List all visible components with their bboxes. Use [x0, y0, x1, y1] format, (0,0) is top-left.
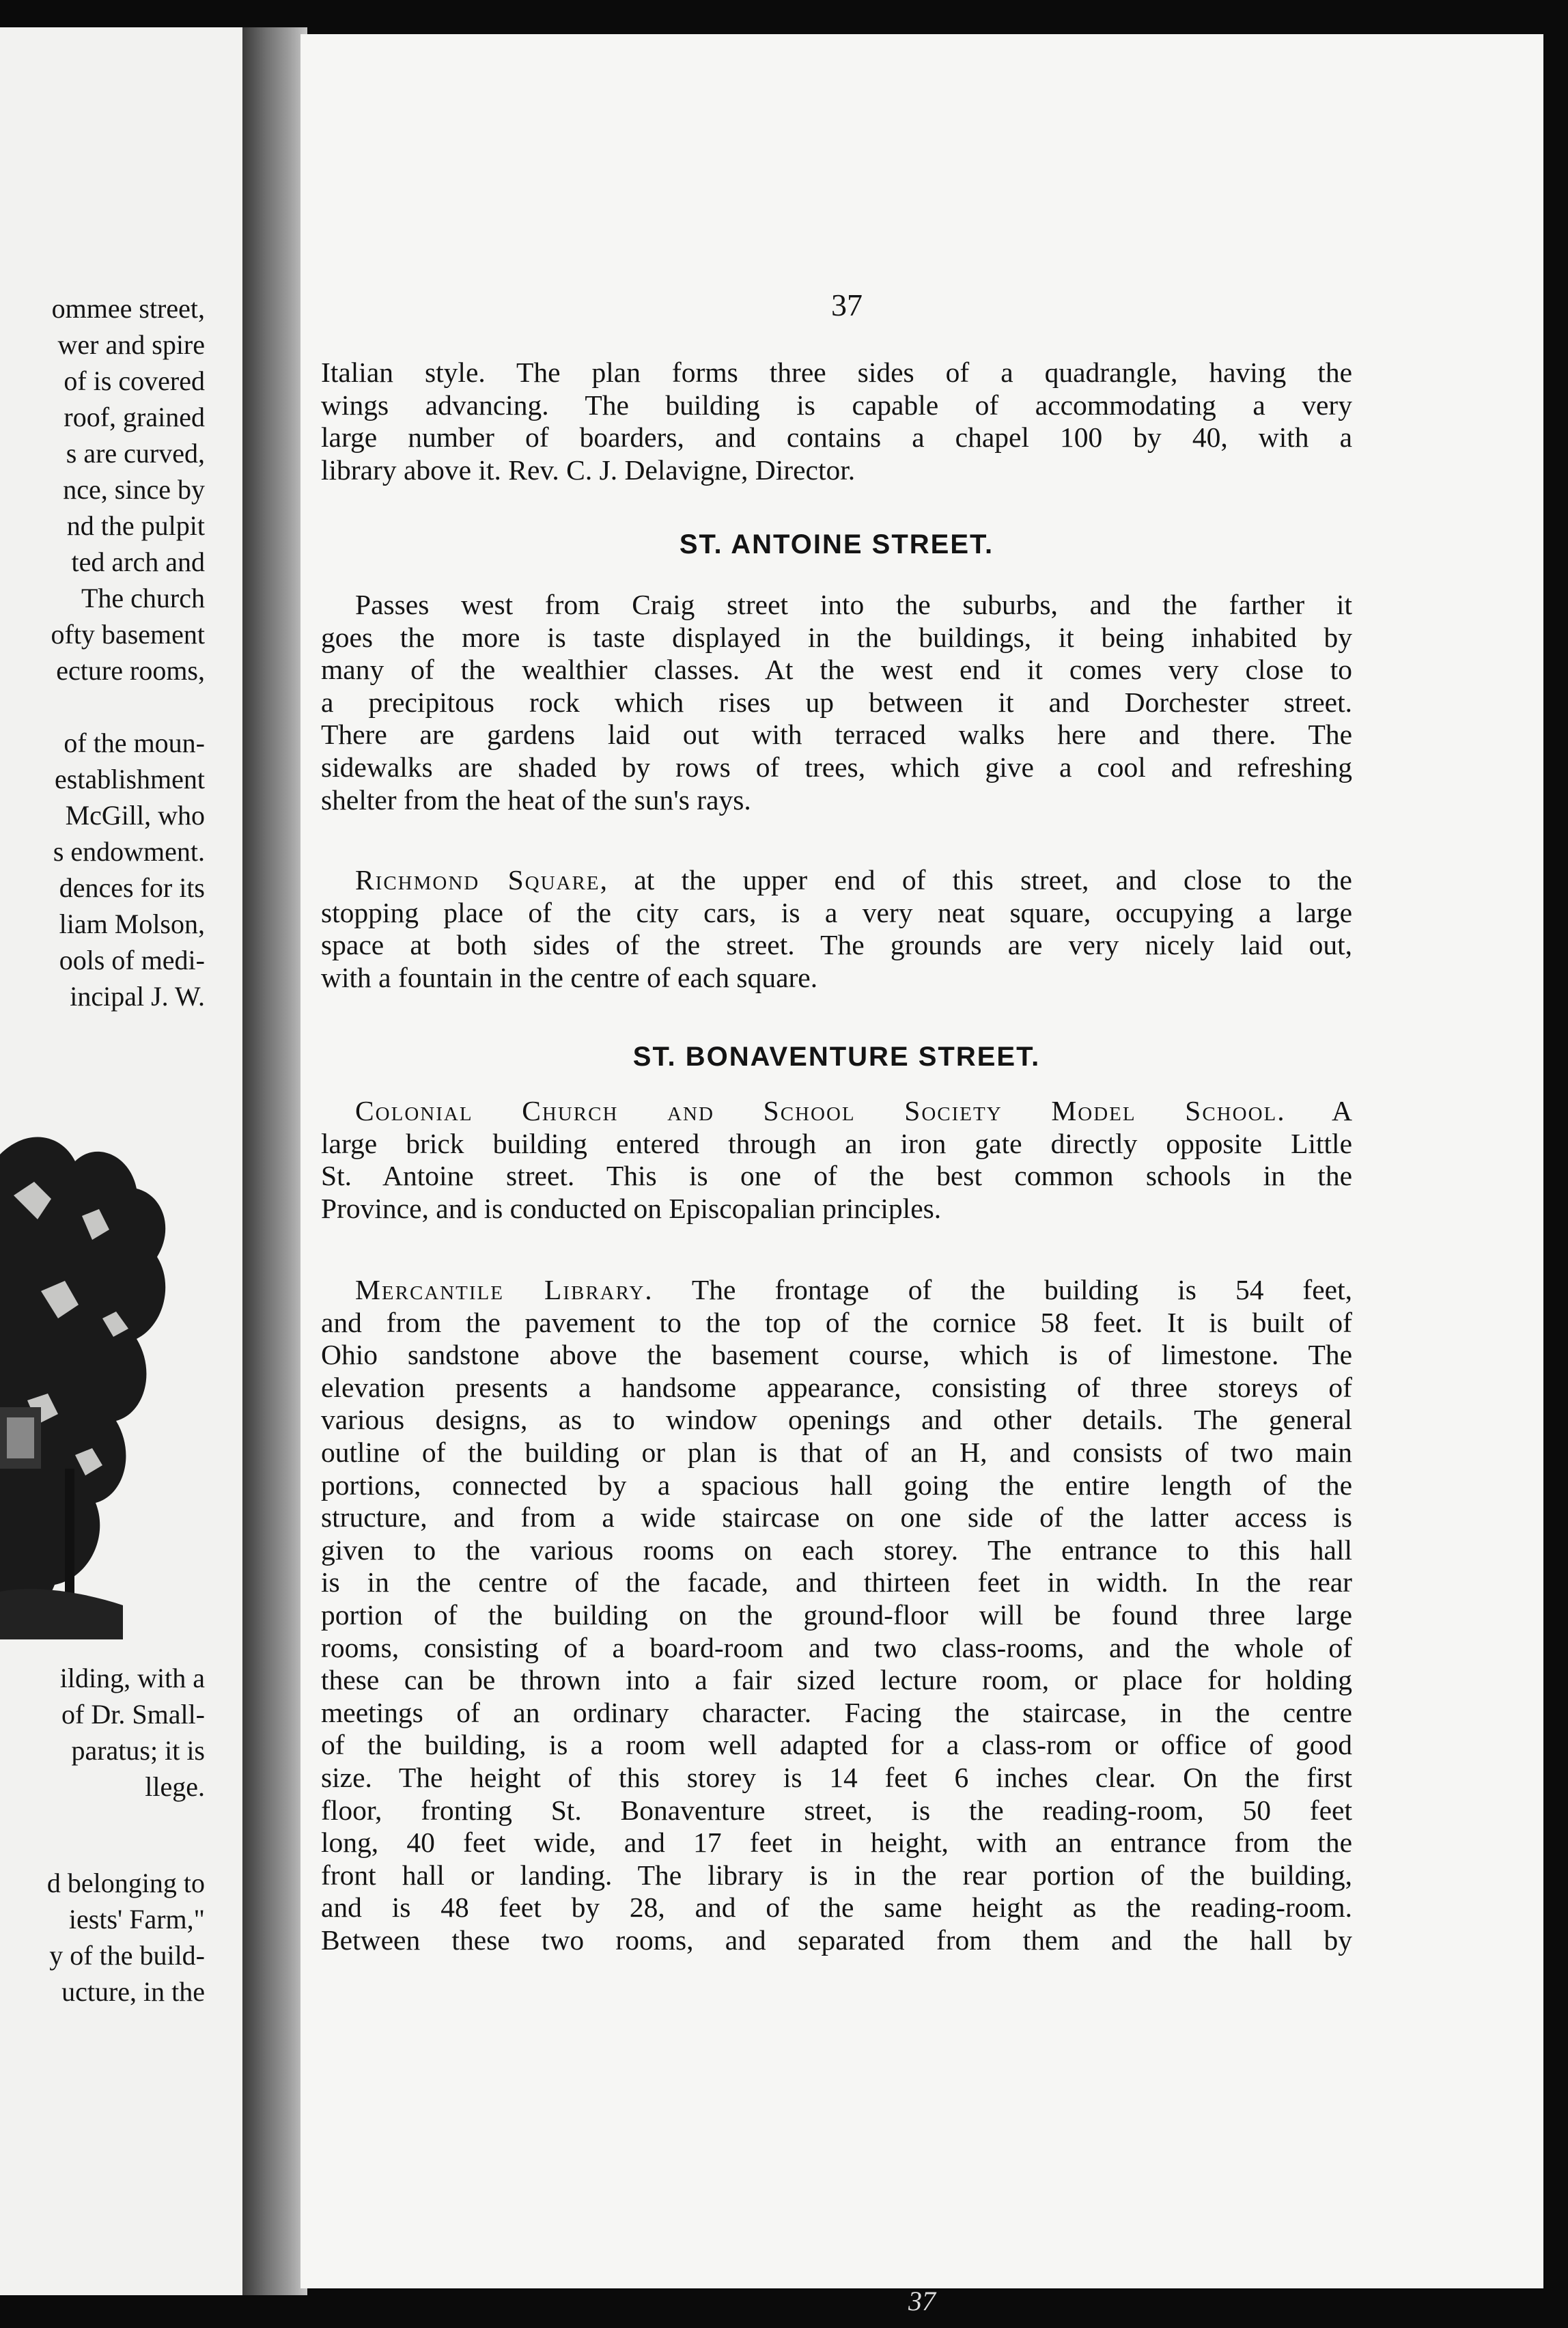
heading-st-antoine-street: ST. ANTOINE STREET.	[679, 529, 994, 559]
text-line: St. Antoine street. This is one of the best common schools in the	[321, 1160, 1352, 1192]
text-line: goes the more is taste displayed in the buildings, it being inhabited by	[321, 621, 1352, 653]
left-page-line: s endowment.	[53, 836, 205, 867]
text-line: portions, connected by a spacious hall going the entire length of the	[321, 1469, 1352, 1501]
left-page-line: ucture, in the	[61, 1976, 205, 2007]
text-line: Between these two rooms, and separated from them and the hall by	[321, 1924, 1352, 1956]
left-page-line: of Dr. Small-	[61, 1699, 205, 1730]
left-page-line: ted arch and	[71, 546, 205, 577]
text-line: various designs, as to window openings and other details. The general	[321, 1404, 1352, 1436]
text-line: library above it. Rev. C. J. Delavigne, Director.	[321, 454, 856, 486]
left-page-line: ools of medi-	[59, 945, 205, 975]
mercantile-library-paragraph	[321, 1274, 1352, 1956]
text-line: floor, fronting St. Bonaventure street, is the reading-room, 50 feet	[321, 1794, 1352, 1826]
text-line	[321, 1095, 1352, 1128]
text-line: Italian style. The plan forms three sides of a quadrangle, having the	[321, 357, 1352, 388]
left-page-line	[0, 689, 205, 725]
left-page-text-mid	[0, 1660, 205, 1805]
text-line: rooms, consisting of a board-room and two class-rooms, and the whole of	[321, 1631, 1352, 1663]
text-line: and from the pavement to the top of the cornice 58 feet. It is built of	[321, 1306, 1352, 1338]
colonial-church-paragraph	[321, 1095, 1352, 1225]
text-line: these can be thrown into a fair sized lecture room, or place for holding	[321, 1664, 1352, 1696]
intro-paragraph	[321, 357, 1352, 486]
left-page-line: McGill, who	[65, 800, 205, 831]
text-line: front hall or landing. The library is in the rear portion of the building,	[321, 1859, 1352, 1891]
text-line: large brick building entered through an iron gate directly opposite Little	[321, 1127, 1352, 1159]
right-page	[300, 34, 1543, 2288]
book-gutter	[242, 27, 307, 2295]
text-line: Province, and is conducted on Episcopalian principles.	[321, 1192, 942, 1224]
bottom-page-mark: 37	[908, 2286, 936, 2316]
mercantile-library-lead: Mercantile Library.	[355, 1274, 654, 1305]
left-page-line: d belonging to	[46, 1868, 205, 1898]
left-page-line: of the moun-	[64, 728, 205, 758]
richmond-square-paragraph	[321, 864, 1352, 994]
text-line: stopping place of the city cars, is a very neat square, occupying a large	[321, 896, 1352, 928]
heading-st-bonaventure-street: ST. BONAVENTURE STREET.	[632, 1042, 1041, 1072]
text-line-rest: , at the upper end of this street, and close to the	[600, 864, 1352, 896]
text-line: meetings of an ordinary character. Facing the staircase, in the centre	[321, 1696, 1352, 1728]
woodcut-illustration	[0, 1113, 174, 1639]
text-line: space at both sides of the street. The grounds are very nicely laid out,	[321, 929, 1352, 961]
left-page-line: roof, grained	[64, 402, 205, 432]
text-line: of the building, is a room well adapted for a class-rom or office of good	[321, 1729, 1352, 1761]
text-line: wings advancing. The building is capable of accommodating a very	[321, 389, 1352, 421]
text-line: given to the various rooms on each storey. The entrance to this hall	[321, 1534, 1352, 1566]
text-line: large number of boarders, and contains a chapel 100 by 40, with a	[321, 421, 1352, 454]
left-page-line: ilding, with a	[59, 1663, 205, 1693]
left-page-line: llege.	[145, 1771, 205, 1802]
left-page-text-bottom	[0, 1865, 205, 2010]
text-line: a precipitous rock which rises up between it and Dorchester street.	[321, 686, 1352, 718]
left-page-line: nd the pulpit	[66, 510, 205, 541]
left-page-line: of is covered	[64, 365, 205, 396]
left-page-line: ecture rooms,	[56, 655, 205, 686]
text-line: elevation presents a handsome appearance, consisting of three storeys of	[321, 1371, 1352, 1403]
left-page	[0, 27, 246, 2295]
richmond-square-lead: Richmond Square	[355, 864, 600, 896]
left-page-text-top	[0, 290, 205, 1014]
text-line: Ohio sandstone above the basement course, which is of limestone. The	[321, 1339, 1352, 1371]
text-line-rest: A	[1285, 1095, 1352, 1126]
text-line: with a fountain in the centre of each square.	[321, 961, 818, 993]
page-number: 37	[831, 288, 863, 322]
text-line	[321, 1274, 1352, 1307]
left-page-line: ommee street,	[51, 293, 205, 324]
left-page-line: y of the build-	[49, 1940, 205, 1971]
text-line: sidewalks are shaded by rows of trees, which give a cool and refreshing	[321, 751, 1352, 783]
left-page-line: iests' Farm,"	[68, 1904, 205, 1935]
colonial-church-lead: Colonial Church and School Society Model School.	[355, 1095, 1286, 1126]
left-page-line: liam Molson,	[59, 909, 205, 939]
left-page-line: The church	[81, 583, 205, 613]
left-page-line: paratus; it is	[71, 1735, 205, 1766]
text-line: and is 48 feet by 28, and of the same height as the reading-room.	[321, 1892, 1352, 1924]
left-page-line: wer and spire	[57, 329, 205, 360]
text-line: many of the wealthier classes. At the west end it comes very close to	[321, 654, 1352, 686]
text-line: There are gardens laid out with terraced walks here and there. The	[321, 719, 1352, 751]
antoine-paragraph	[321, 589, 1352, 816]
text-line: portion of the building on the ground-floor will be found three large	[321, 1598, 1352, 1631]
text-line: shelter from the heat of the sun's rays.	[321, 784, 751, 816]
left-page-line: dences for its	[59, 872, 205, 903]
page-content	[300, 34, 1543, 2288]
left-page-line: incipal J. W.	[70, 981, 205, 1012]
left-page-line: establishment	[55, 764, 205, 794]
text-line: Passes west from Craig street into the suburbs, and the farther it	[355, 589, 1352, 620]
text-line-rest: The frontage of the building is 54 feet,	[653, 1274, 1353, 1305]
left-page-line: nce, since by	[63, 474, 205, 505]
text-line: outline of the building or plan is that of an H, and consists of two main	[321, 1436, 1352, 1468]
text-line: is in the centre of the facade, and thirteen feet in width. In the rear	[321, 1566, 1352, 1598]
left-page-line: ofty basement	[51, 619, 205, 650]
text-line: structure, and from a wide staircase on one side of the latter access is	[321, 1501, 1352, 1534]
text-line	[321, 864, 1352, 897]
left-page-line: s are curved,	[66, 438, 205, 469]
text-line: long, 40 feet wide, and 17 feet in height, with an entrance from the	[321, 1827, 1352, 1859]
text-line: size. The height of this storey is 14 feet 6 inches clear. On the first	[321, 1761, 1352, 1793]
